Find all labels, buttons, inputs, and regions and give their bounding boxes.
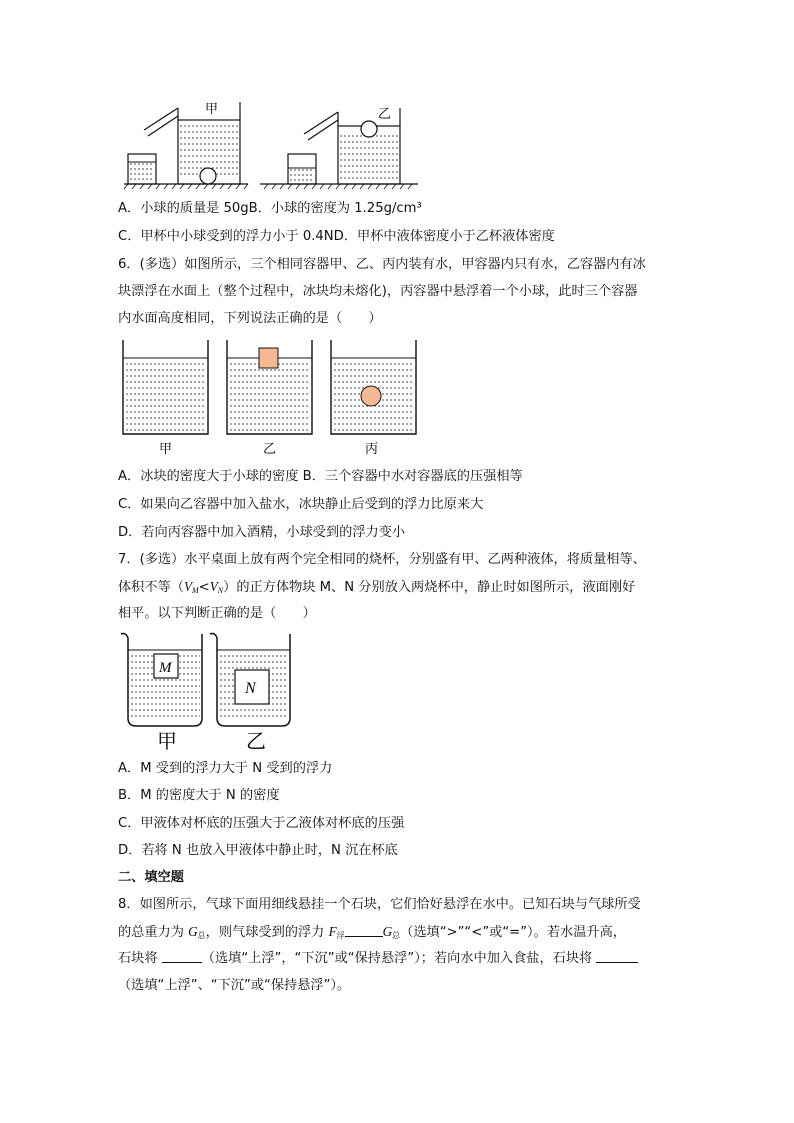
q8-line-4: （选填“上浮”、“下沉”或“保持悬浮”）。 (118, 978, 351, 993)
q7-v-m: V (183, 579, 192, 594)
q6-option-ab: A．冰块的密度大于小球的密度 B．三个容器中水对容器底的压强相等 (118, 469, 523, 484)
q7-line-1: 7．(多选）水平桌面上放有两个完全相同的烧杯，分别盛有甲、乙两种液体，将质量相等、 (118, 552, 646, 567)
q7-option-a: A．M 受到的浮力大于 N 受到的浮力 (118, 761, 333, 776)
fig1-label-right: 乙 (378, 107, 392, 122)
q8-line-3 (118, 950, 638, 968)
q8-blank-3[interactable] (596, 950, 638, 963)
q6-line-3: 内水面高度相同，下列说法正确的是（ ） (118, 311, 382, 326)
q6-line-2: 块漂浮在水面上（整个过程中，冰块均未熔化)，丙容器中悬浮着一个小球，此时三个容器 (118, 284, 638, 299)
q8-f-symbol: F (328, 924, 337, 939)
q8-line-2-c: （选填“>”“<”或“=”）。若水温升高， (400, 925, 626, 940)
q8-g-symbol: G (188, 924, 198, 939)
fig2-label-bing: 丙 (365, 442, 379, 457)
q7-sub-m: M (192, 586, 199, 595)
q7-sub-n: N (217, 586, 224, 595)
fig2-label-yi: 乙 (263, 442, 277, 457)
figure-overflow-cups (118, 96, 428, 192)
q7-line-2-suffix: ）的正方体物块 M、N 分别放入两烧杯中，静止时如图所示，液面刚好 (223, 580, 636, 595)
fig1-label-left: 甲 (205, 102, 219, 117)
q8-line-3-a: 石块将 (118, 951, 162, 966)
q8-blank-2[interactable] (162, 950, 202, 963)
q8-line-2 (118, 923, 626, 945)
q8-line-3-b: （选填“上浮”，“下沉”或“保持悬浮”）；若向水中加入食盐，石块将 (201, 951, 597, 966)
block-n-label: N (245, 680, 256, 697)
q7-option-d: D．若将 N 也放入甲液体中静止时，N 沉在杯底 (118, 843, 398, 858)
q7-option-c: C．甲液体对杯底的压强大于乙液体对杯底的压强 (118, 816, 405, 831)
q7-option-b: B．M 的密度大于 N 的密度 (118, 788, 280, 803)
q6-option-d: D．若向丙容器中加入酒精，小球受到的浮力变小 (118, 525, 406, 540)
q6-option-c: C．如果向乙容器中加入盐水，冰块静止后受到的浮力比原来大 (118, 497, 484, 512)
q7-v-n: V (209, 579, 218, 594)
q7-line-2 (118, 578, 635, 600)
q8-line-2-a: 的总重力为 (118, 925, 189, 940)
figure-three-containers (118, 336, 418, 462)
q5-options-ab: A．小球的质量是 50gB．小球的密度为 1.25g/cm³ (118, 201, 422, 216)
q7-less-than: < (198, 580, 210, 595)
q7-line-2-prefix: 体积不等（ (118, 580, 184, 595)
q5-options-cd: C．甲杯中小球受到的浮力小于 0.4ND．甲杯中液体密度小于乙杯液体密度 (118, 229, 555, 244)
q8-line-1: 8．如图所示，气球下面用细线悬挂一个石块，它们恰好悬浮在水中。已知石块与气球所受 (118, 897, 641, 912)
fig3-label-yi: 乙 (246, 729, 266, 752)
section-title-fill-in: 二、填空题 (118, 870, 184, 885)
q8-blank-1[interactable] (345, 924, 383, 937)
q8-g-sub: 总 (197, 931, 206, 940)
q8-f-sub: 浮 (336, 931, 345, 940)
q8-g-symbol-2: G (382, 924, 393, 939)
block-m-label: M (159, 660, 172, 676)
fig2-label-jia: 甲 (159, 442, 173, 457)
q8-line-2-b: ，则气球受到的浮力 (205, 925, 329, 940)
q6-line-1: 6．(多选）如图所示，三个相同容器甲、乙、丙内装有水，甲容器内只有水，乙容器内有冰 (118, 257, 646, 272)
figure-beakers-m-n (118, 628, 298, 752)
q7-line-3: 相平。以下判断正确的是（ ） (118, 606, 316, 621)
fig3-label-jia: 甲 (157, 729, 177, 752)
q8-g-sub-2: 总 (392, 931, 401, 940)
